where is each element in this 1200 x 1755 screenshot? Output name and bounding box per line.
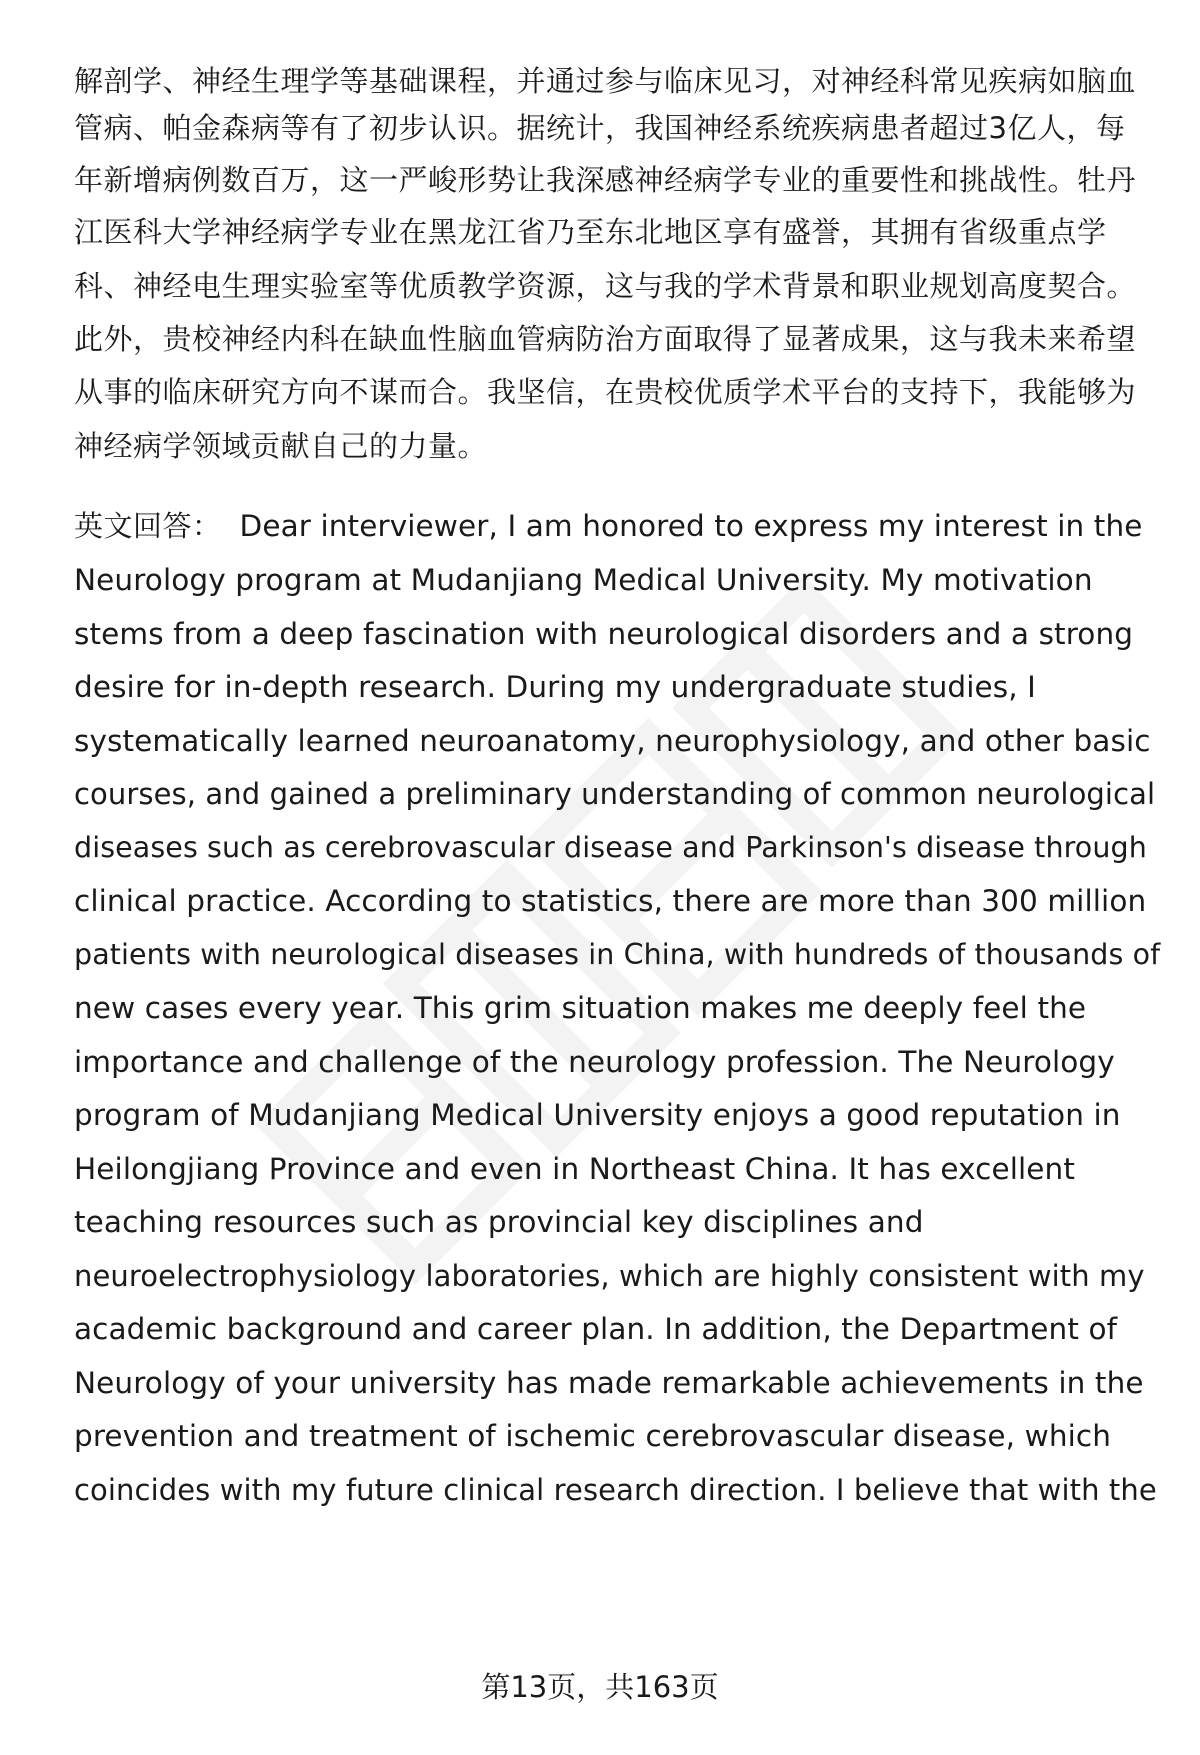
- english-line-2: Neurology program at Mudanjiang Medical University. My motivation: [74, 563, 1093, 597]
- chinese-line-2: 管病、帕金森病等有了初步认识。据统计，我国神经系统疾病患者超过3亿人，每: [74, 111, 1126, 145]
- page-number-footer: 第13页，共163页: [481, 1670, 719, 1704]
- english-line-15: neuroelectrophysiology laboratories, which are highly consistent with my: [74, 1259, 1145, 1293]
- english-line-6: courses, and gained a preliminary understanding of common neurological: [74, 777, 1156, 811]
- english-line-12: program of Mudanjiang Medical University enjoys a good reputation in: [74, 1098, 1121, 1132]
- english-line-9: patients with neurological diseases in China, with hundreds of thousands of: [74, 938, 1161, 971]
- english-first-line: [74, 509, 1143, 543]
- chinese-line-4: 江医科大学神经病学专业在黑龙江省乃至东北地区享有盛誉，其拥有省级重点学: [74, 215, 1107, 249]
- chinese-line-3: 年新增病例数百万，这一严峻形势让我深感神经病学专业的重要性和挑战性。牡丹: [74, 163, 1137, 197]
- english-line-17: Neurology of your university has made remarkable achievements in the: [74, 1366, 1144, 1400]
- chinese-line-7: 从事的临床研究方向不谋而合。我坚信，在贵校优质学术平台的支持下，我能够为: [74, 375, 1137, 409]
- english-line-16: academic background and career plan. In addition, the Department of: [74, 1312, 1118, 1346]
- english-line-3: stems from a deep fascination with neurological disorders and a strong: [74, 617, 1134, 651]
- english-line-13: Heilongjiang Province and even in Northeast China. It has excellent: [74, 1152, 1076, 1186]
- chinese-line-1: 解剖学、神经生理学等基础课程，并通过参与临床见习，对神经科常见疾病如脑血: [74, 64, 1137, 98]
- english-answer-label: 英文回答：: [74, 509, 222, 543]
- english-line-10: new cases every year. This grim situation makes me deeply feel the: [74, 991, 1087, 1025]
- english-line-14: teaching resources such as provincial key disciplines and: [74, 1205, 924, 1239]
- english-line-18: prevention and treatment of ischemic cerebrovascular disease, which: [74, 1419, 1112, 1453]
- english-line-7: diseases such as cerebrovascular disease and Parkinson's disease through: [74, 831, 1147, 864]
- english-line-8: clinical practice. According to statistics, there are more than 300 million: [74, 884, 1147, 918]
- english-line-11: importance and challenge of the neurology profession. The Neurology: [74, 1045, 1115, 1079]
- chinese-line-8: 神经病学领域贡献自己的力量。: [74, 429, 488, 463]
- english-line-19: coincides with my future clinical research direction. I believe that with the: [74, 1473, 1157, 1507]
- english-line-4: desire for in-depth research. During my undergraduate studies, I: [74, 670, 1036, 704]
- english-line-5: systematically learned neuroanatomy, neurophysiology, and other basic: [74, 724, 1151, 758]
- chinese-line-6: 此外，贵校神经内科在缺血性脑血管病防治方面取得了显著成果，这与我未来希望: [74, 322, 1137, 356]
- chinese-line-5: 科、神经电生理实验室等优质教学资源，这与我的学术背景和职业规划高度契合。: [74, 269, 1137, 303]
- english-line-1: Dear interviewer, I am honored to express my interest in the: [239, 509, 1143, 543]
